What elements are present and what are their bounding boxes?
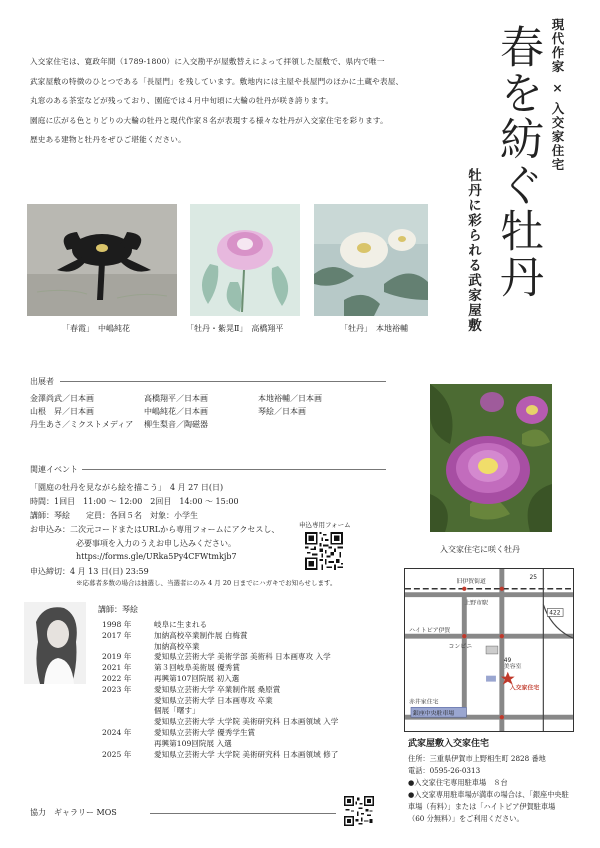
divider <box>150 813 336 814</box>
gallery-qr-code[interactable] <box>344 796 374 826</box>
career-year <box>102 696 154 707</box>
career-row <box>102 652 338 663</box>
venue-parking-note: 車場（有料）」または「ハイトピア伊賀駐車場 <box>408 802 556 811</box>
intro-line: 丸窓のある茶室などが残っており、園庭では４月中旬頃に大輪の牡丹が咲き誇ります。 <box>30 96 334 105</box>
career-year <box>102 739 154 750</box>
intro-line: 武家屋敷の特徴のひとつである「長屋門」を残しています。敷地内には主屋や長屋門のほかに土蔵や表屋、 <box>30 76 404 86</box>
career-text: 加納高校卒業制作展 白梅賞 <box>154 630 248 640</box>
instructor-portrait <box>24 602 86 684</box>
instructor-heading: 講師：琴絵 <box>98 605 138 614</box>
event-heading: 関連イベント <box>30 465 78 474</box>
artwork-caption-3: 「牡丹」 本地裕輔 <box>340 324 408 333</box>
career-row <box>102 631 338 642</box>
exhibitor-item: 本地裕輔／日本画 <box>258 394 322 403</box>
event-apply-detail: 必要事項を入力のうえお申し込みください。 <box>76 539 236 548</box>
exhibitor-item: 柳生梨音／陶磁器 <box>144 420 208 429</box>
career-text: 愛知県立芸術大学 優秀学生賞 <box>154 727 256 737</box>
venue-parking: ●入交家住宅専用駐車場 ８台 <box>408 778 508 787</box>
venue-name: 武家屋敷入交家住宅 <box>408 739 490 749</box>
career-year: 2019 年 <box>102 652 132 662</box>
map-label-venue: 入交家住宅 <box>509 685 540 692</box>
event-url[interactable]: https://forms.gle/URka5Py4CFWtmkjb7 <box>76 552 237 561</box>
exhibitor-item: 中嶋純花／日本画 <box>144 407 208 416</box>
exhibitors-heading: 出展者 <box>30 377 54 386</box>
map-label-station: 上野市駅 <box>464 600 488 607</box>
career-year: 2024 年 <box>102 727 132 737</box>
exhibitor-item: 丹生あさ／ミクストメディア <box>30 420 134 429</box>
event-deadline: 申込締切：4 月 13 日(日) 23:59 <box>30 567 149 576</box>
intro-line: 入交家住宅は、寛政年間（1789-1800）に入交勘平が屋敷替えによって拝領した屋敷で、県内で唯一 <box>30 57 385 66</box>
career-text: 個展「曙す」 <box>154 706 200 716</box>
career-row <box>102 696 338 707</box>
career-text: 愛知県立芸術大学 美術学部 美術科 日本画専攻 入学 <box>154 652 331 662</box>
venue-address: 住所：三重県伊賀市上野相生町 2828 番地 <box>408 754 546 763</box>
garden-peony-photo <box>430 384 552 532</box>
career-year: 2023 年 <box>102 684 132 694</box>
career-text: 愛知県立芸術大学 日本画専攻 卒業 <box>154 695 273 705</box>
intro-text <box>30 52 450 150</box>
map-label-route-422: 422 <box>549 610 561 617</box>
map-label-kyu-iga: 旧伊賀街道 <box>456 578 486 585</box>
instructor-career <box>102 620 338 760</box>
map-label-parking: 銀座中央駐車場 <box>412 711 455 718</box>
career-row <box>102 674 338 685</box>
career-text: 愛知県立芸術大学 大学院 美術研究科 日本画領域 修了 <box>154 749 339 759</box>
artwork-image-3 <box>314 204 428 316</box>
career-row <box>102 706 338 717</box>
subtitle: 現代作家 × 入交家住宅 <box>550 18 565 173</box>
event-instructor: 講師：琴絵 定員：各回５名 対象：小学生 <box>30 511 198 520</box>
career-year: 2021 年 <box>102 663 132 673</box>
career-row <box>102 728 338 739</box>
venue-info <box>408 738 598 825</box>
map-label-route-25: 25 <box>529 574 538 581</box>
access-map[interactable] <box>404 568 574 732</box>
page-title: 春を紡ぐ牡丹 <box>492 24 543 300</box>
career-year <box>102 717 154 728</box>
event-apply: お申込み：二次元コードまたはURLから専用フォームにアクセスし、 <box>30 525 280 534</box>
career-text: 第３回岐阜美術展 優秀賞 <box>154 663 240 673</box>
map-label-akai: 赤井家住宅 <box>408 699 439 706</box>
exhibitor-item: 高橋翔平／日本画 <box>144 394 208 403</box>
career-text: 加納高校卒業 <box>154 641 200 651</box>
career-row <box>102 750 338 761</box>
form-qr-code[interactable] <box>305 532 343 570</box>
artwork-image-1 <box>27 204 177 316</box>
exhibitor-item: 琴絵／日本画 <box>258 407 306 416</box>
career-text: 再興第109回院展 入選 <box>154 738 232 748</box>
venue-parking-note: （60 分無料）」をご利用ください。 <box>408 814 524 823</box>
career-row <box>102 642 338 653</box>
intro-line: 園庭に広がる色とりどりの大輪の牡丹と現代作家８名が表現する様々な牡丹が入交家住宅を彩ります。 <box>30 115 388 125</box>
career-year: 1998 年 <box>102 620 132 629</box>
career-row <box>102 685 338 696</box>
career-text: 岐阜に生まれる <box>154 620 208 629</box>
intro-line: 歴史ある建物と牡丹をぜひご堪能ください。 <box>30 135 186 144</box>
photo-caption: 入交家住宅に咲く牡丹 <box>440 545 520 554</box>
artwork-image-2 <box>190 204 300 316</box>
map-label-konbini: コンビニ <box>448 644 473 651</box>
divider <box>60 381 386 382</box>
event-title: 「園庭の牡丹を見ながら絵を描こう」 4 月 27 日(日) <box>30 483 224 492</box>
event-time: 時間：1回目 11:00 ～ 12:00 2回目 14:00 ～ 15:00 <box>30 497 239 506</box>
qr-label: 申込専用フォーム <box>299 521 351 529</box>
career-row <box>102 739 338 750</box>
career-text: 愛知県立芸術大学 卒業制作展 桑原賞 <box>154 684 281 694</box>
career-row <box>102 717 338 728</box>
artwork-caption-2: 「牡丹・紫晃Ⅱ」 高橋翔平 <box>186 324 284 333</box>
career-row <box>102 663 338 674</box>
career-text: 再興第107回院展 初入選 <box>154 673 240 683</box>
map-label-hikari: ハイトピア伊賀 <box>408 628 451 635</box>
exhibitor-item: 金澤尚武／日本画 <box>30 394 94 403</box>
divider <box>82 469 386 470</box>
career-text: 愛知県立芸術大学 大学院 美術研究科 日本画領域 入学 <box>154 717 339 727</box>
career-year <box>102 706 154 717</box>
artwork-caption-1: 「春霞」 中嶋純花 <box>62 324 130 333</box>
career-year: 2022 年 <box>102 673 132 683</box>
map-label-salon: 美容室 <box>503 663 522 670</box>
tagline: 牡丹に彩られる武家屋敷 <box>465 168 481 333</box>
venue-parking-note: ●入交家専用駐車場が満車の場合は、「銀座中央駐 <box>408 790 569 799</box>
exhibitor-item: 山根 昇／日本画 <box>30 407 94 416</box>
venue-tel: 電話：0595-26-0313 <box>408 766 481 775</box>
event-note: ※応募者多数の場合は抽選し、当選者にのみ 4 月 20 日までにハガキでお知らせします。 <box>76 579 337 587</box>
map-label-route-49: 49 <box>503 657 512 664</box>
career-year: 2017 年 <box>102 630 132 640</box>
career-year: 2025 年 <box>102 749 132 759</box>
cooperation: 協力 ギャラリー MOS <box>30 808 117 817</box>
career-row <box>102 620 338 631</box>
career-year <box>102 642 154 653</box>
